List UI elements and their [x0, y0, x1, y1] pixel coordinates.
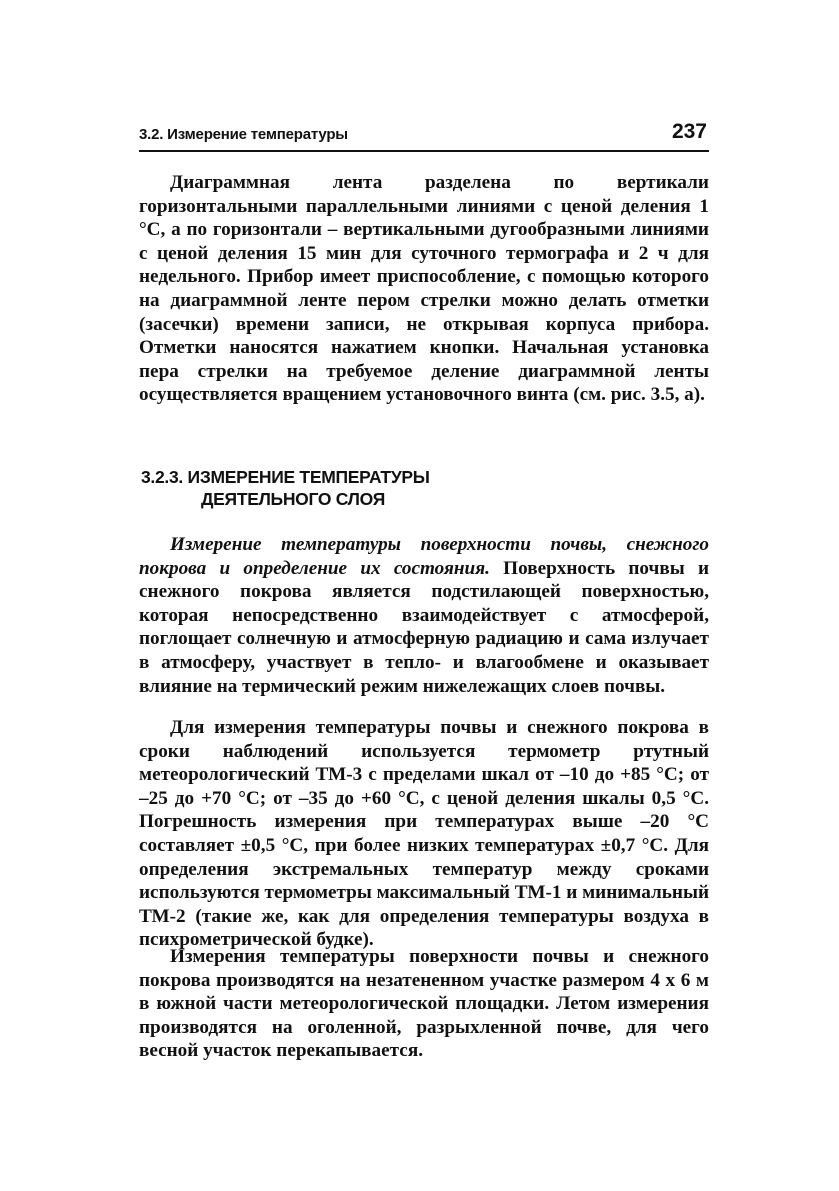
paragraph-surface-temperature	[139, 533, 709, 698]
paragraph-thermometers: Для измерения температуры почвы и снежного покрова в сроки наблюдений используется термометр ртутный метеорологический ТМ-3 с пределами шкал от –10 до +85 °С; от –25 до +70 °С; от –35 до +60 °С, с ценой деления шкалы 0,5 °С. Погрешность измерения при температурах выше –20 °С составляет ±0,5 °С, при более низких температурах ±0,7 °С. Для определения экстремальных температур между сроками используются термометры максимальный ТМ-1 и минимальный ТМ-2 (такие же, как для определения температуры воздуха в психрометрической будке).	[139, 717, 710, 951]
run-in-heading: Измерение температуры поверхности почвы, снежного покрова и определение их состояния.	[139, 534, 709, 579]
running-header	[139, 118, 709, 152]
paragraph-chart-tape: Диаграммная лента разделена по вертикали горизонтальными параллельными линиями с ценой деления 1 °С, а по горизонтали – вертикальными дугообразными линиями с ценой деления 15 мин для суточного термографа и 2 ч для недельного. Прибор имеет приспособление, с помощью которого на диаграммной ленте пером стрелки можно делать отметки (засечки) времени записи, не открывая корпуса прибора. Отметки наносятся нажатием кнопки. Начальная установка пера стрелки на требуемое деление диаграммной ленты осуществляется вращением установочного винта (см. рис. 3.5, а).	[139, 172, 709, 406]
page-number: 237	[671, 120, 707, 143]
paragraph-measurement-site: Измерения температуры поверхности почвы и снежного покрова производятся на незатененном участке размером 4 х 6 м в южной части метеорологической площадки. Летом измерения производятся на оголенной, разрыхленной почве, для чего весной участок перекапывается.	[139, 946, 709, 1062]
section-heading-line-2: ДЕЯТЕЛЬНОГО СЛОЯ	[201, 489, 385, 509]
section-heading	[141, 466, 701, 510]
running-title: 3.2. Измерение температуры	[139, 126, 348, 143]
section-heading-line-1: 3.2.3. ИЗМЕРЕНИЕ ТЕМПЕРАТУРЫ	[141, 467, 430, 487]
paragraph-surface-temperature-text: Поверхность почвы и снежного покрова является подстилающей поверхностью, которая непосредственно взаимодействует с атмосферой, поглощает солнечную и атмосферную радиацию и сама излучает в атмосферу, участвует в тепло- и влагообмене и оказывает влияние на термический режим нижележащих слоев почвы.	[139, 557, 710, 697]
